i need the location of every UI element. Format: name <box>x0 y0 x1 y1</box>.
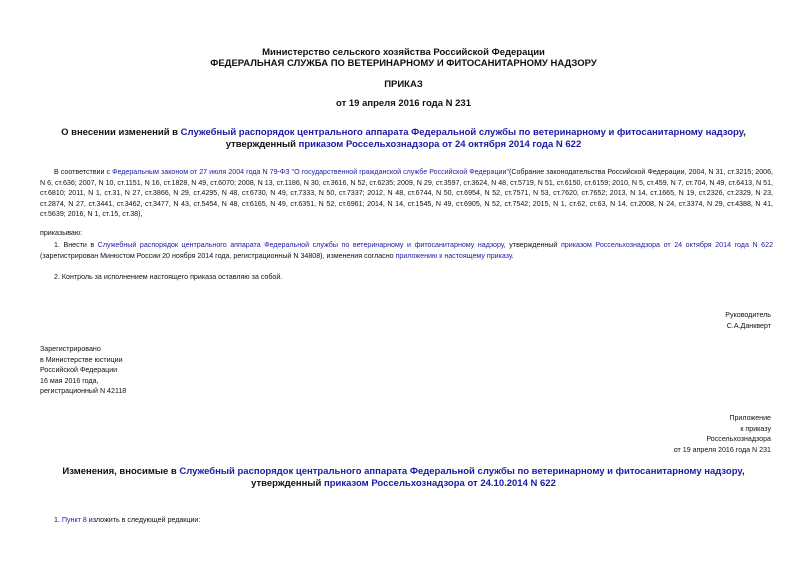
changes-title-prefix: Изменения, вносимые в <box>62 466 180 477</box>
item1-middle: , утвержденный <box>503 241 561 249</box>
order-title-prefix: О внесении изменений в <box>61 127 181 138</box>
ministry-heading: Министерство сельского хозяйства Российской Федерации <box>262 47 545 58</box>
registration-line: 16 мая 2016 года, <box>40 376 99 385</box>
changes-item-rest: изложить в следующей редакции: <box>86 516 201 524</box>
appendix-line: к приказу <box>740 424 771 433</box>
clause-8-link[interactable]: Пункт 8 <box>61 516 87 524</box>
signature-block <box>725 310 771 331</box>
registration-line: регистрационный N 42118 <box>40 387 127 396</box>
order-title-order-link[interactable]: приказом Россельхознадзора от 24 октября 2014 года N 622 <box>298 139 582 150</box>
registration-line: Зарегистрировано <box>40 345 101 353</box>
doc-date-number: от 19 апреля 2016 года N 231 <box>336 98 471 109</box>
item1-order-link[interactable]: приказом Россельхознадзора от 24 октября 2014 года N 622 <box>560 241 774 249</box>
signature-name: С.А.Данкверт <box>726 321 771 330</box>
changes-title <box>40 466 767 490</box>
changes-title-order-link[interactable]: приказом Россельхознадзора от 24.10.2014 N 622 <box>323 478 556 489</box>
appendix-line: от 19 апреля 2016 года N 231 <box>673 445 771 454</box>
order-title-middle: , утвержденный <box>225 127 746 150</box>
registration-line: в Министерстве юстиции <box>40 355 123 364</box>
ordering-text: приказываю: <box>40 229 83 237</box>
intro-rest: (Собрание законодательства Российской Федерации, 2004, N 31, ст.3215; 2006, N 6, ст.636; 2007, N 10, ст.1151, N 16, ст.1828, N 49, ст.6070; 2008, N 13, ст.1186, N 30, ст.3616, N 52, ст.6235; 2009, N 29, ст.3597, ст.3624, N 48, ст.5719, N 51, ст.6150, ст.6159; 2010, N 5, ст.459, N 7, ст.704, N 49, ст.6413, N 51, ст.6810; 2011, N 1, ст.31, N 27, ст.3866, N 29, ст.4295, N 48, ст.6730, N 49, ст.7333, N 50, ст.7337; 2012, N 48, ст.6744, N 50, ст.6954, N 52, ст.7571, N 53, ст.7620, ст.7652; 2013, N 14, ст.1665, N 19, ст.2326, ст.2329, N 23, ст.2874, N 27, ст.3441, ст.3462, ст.3477, N 43, ст.5454, N 48, ст.6165, N 49, ст.6351, N 52, ст.6961; 2014, N 14, ст.1545, N 49, ст.6905, N 52, ст.7542; 2015, N 1, ст.62, ст.63, N 14, ст.2008, N 24, ст.3374, N 29, ст.4388, N 41, ст.5639; 2016, N 1, ст.15, ст.38), <box>40 168 774 219</box>
order-item-1 <box>40 240 773 261</box>
changes-item-prefix: 1. <box>54 516 62 524</box>
item1-prefix: 1. Внести в <box>54 241 98 249</box>
appendix-line: Приложение <box>729 414 771 422</box>
intro-prefix: В соответствии с <box>54 168 113 176</box>
order-title <box>40 127 767 151</box>
order-item-2: 2. Контроль за исполнением настоящего приказа оставляю за собой. <box>54 273 283 281</box>
federal-law-link[interactable]: Федеральным законом от 27 июля 2004 года N 79-ФЗ "О государственной гражданской службе Российской Федерации" <box>112 168 509 176</box>
item1-rest: (зарегистрирован Минюстом России 20 ноября 2014 года, регистрационный N 34808), изменения согласно <box>40 251 396 260</box>
registration-line: Российской Федерации <box>40 366 118 375</box>
appendix-block <box>674 413 771 455</box>
changes-title-middle: , утвержденный <box>251 466 745 489</box>
item1-appendix-link[interactable]: приложению к настоящему приказу <box>395 251 512 260</box>
changes-title-rules-link[interactable]: Служебный распорядок центрального аппарата Федеральной службы по ветеринарному и фитосанитарному надзору <box>179 466 742 477</box>
changes-item-1 <box>40 515 773 526</box>
service-heading: ФЕДЕРАЛЬНАЯ СЛУЖБА ПО ВЕТЕРИНАРНОМУ И ФИТОСАНИТАРНОМУ НАДЗОРУ <box>210 58 597 69</box>
order-title-rules-link[interactable]: Служебный распорядок центрального аппарата Федеральной службы по ветеринарному и фитосанитарному надзору <box>180 127 744 138</box>
appendix-line: Россельхознадзора <box>706 435 771 444</box>
item1-rules-link[interactable]: Служебный распорядок центрального аппарата Федеральной службы по ветеринарному и фитосанитарному надзору <box>97 241 504 249</box>
intro-paragraph <box>40 167 773 220</box>
registration-block <box>40 344 126 397</box>
signature-position: Руководитель <box>725 311 771 319</box>
item1-end: . <box>511 251 514 260</box>
doc-type-heading: ПРИКАЗ <box>384 79 423 90</box>
